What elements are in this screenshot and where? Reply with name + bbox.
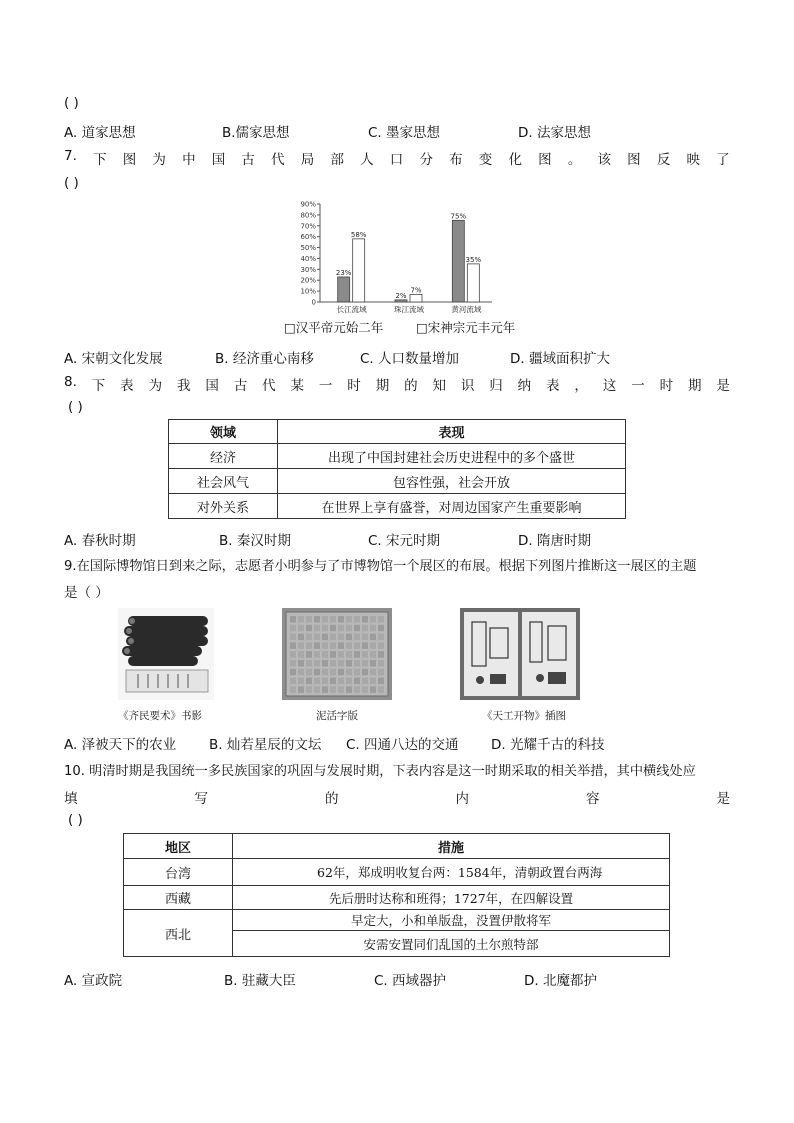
bar [395,300,407,302]
bar [353,239,365,302]
q8-stem-char: 时 [347,378,361,394]
q10-stem-line2-char: 是 [716,791,730,807]
q10-table-header-measures: 措施 [233,834,670,859]
clay-type-caption: 泥活字版 [316,710,358,722]
q8-stem [64,374,730,394]
q8-option-a[interactable]: A. 春秋时期 [64,533,136,549]
y-tick-label: 80% [300,211,316,220]
q7-option-c[interactable]: C. 人口数量增加 [360,351,460,367]
q10-table-cell: 早定大，小和单版盘，没置伊散将军 [233,910,670,931]
q8-stem-char: 归 [489,378,503,394]
data-label: 75% [450,212,467,221]
x-tick-label: 黄河流域 [451,305,482,314]
data-label: 2% [395,291,407,300]
q7-stem-char: 反 [656,152,671,168]
q7-stem-char: 变 [478,152,493,168]
q7-paren: ( ) [64,175,79,191]
q10-stem-line2-char: 写 [194,791,208,807]
q6-option-d[interactable]: D. 法家思想 [518,125,591,141]
y-tick-label: 90% [300,200,316,209]
q10-table [123,833,670,957]
q8-table-cell: 在世界上享有盛誉，对周边国家产生重要影响 [278,494,626,519]
q7-stem-char: 代 [271,152,285,168]
q10-stem-line2-char: 容 [586,791,600,807]
q7-option-b[interactable]: B. 经济重心南移 [215,351,314,367]
q7-stem-char: 口 [389,152,404,168]
q9-option-d[interactable]: D. 光耀千古的科技 [491,737,605,753]
q8-table-cell: 社会风气 [169,469,278,494]
q8-table-cell: 经济 [169,444,278,469]
q8-stem-char: 纳 [517,378,532,394]
q7-stem-char: 。 [567,152,582,168]
q8-option-d[interactable]: D. 隋唐时期 [518,533,591,549]
bar [452,220,464,302]
q7-stem-char: 中 [182,152,196,168]
q8-stem-char: 表 [120,378,134,394]
bar [338,277,350,302]
q8-stem-char: ， [574,378,588,394]
q8-stem-char: 这 [602,378,617,394]
q8-stem-char: 8. [64,374,77,390]
q6-paren: ( ) [64,95,79,111]
data-label: 23% [335,268,352,277]
y-tick-label: 20% [300,276,316,285]
q10-table-cell: 台湾 [124,859,233,886]
q7-stem-char: 映 [686,152,700,168]
q8-stem-char: 时 [659,378,674,394]
q8-stem-char: 一 [631,378,645,394]
q8-stem-char: 代 [262,378,276,394]
q10-stem-line2-char: 填 [64,791,78,807]
bar [467,264,479,302]
q8-stem-char: 知 [432,378,446,394]
q10-table-cell: 62年，郑成明收复台两：1584年，清朝政置台两海 [233,859,670,886]
q7-stem-char: 局 [300,152,315,168]
q8-stem-char: 下 [91,378,106,394]
q7-stem-char: 下 [93,152,107,168]
q7-stem-char: 布 [449,152,463,168]
q8-stem-char: 期 [687,378,702,394]
y-tick-label: 70% [300,222,316,231]
q10-stem-line2 [64,787,730,807]
q7-stem-char: 该 [597,152,611,168]
q8-stem-char: 国 [205,378,219,394]
q9-option-b[interactable]: B. 灿若星辰的文坛 [209,737,322,753]
q7-stem [64,148,730,168]
q10-stem-line1: 10. 明清时期是我国统一多民族国家的巩固与发展时期，下表内容是这一时期采取的相关举措，其中横线处应 [64,764,696,779]
q7-stem-char: 7. [64,148,77,164]
data-label: 58% [350,230,367,239]
q9-stem-line1: 9.在国际博物馆日到来之际，志愿者小明参与了市博物馆一个展区的布展。根据下列图片推断这一展区的主题 [64,559,697,574]
population-chart [282,198,542,348]
q7-stem-char: 化 [508,152,522,168]
q8-table-cell: 对外关系 [169,494,278,519]
q8-table-header-field: 领域 [169,420,278,444]
q10-table-header-region: 地区 [124,834,233,859]
legend-entry: □宋神宗元丰元年 [416,320,516,335]
q7-option-d[interactable]: D. 疆域面积扩大 [510,351,610,367]
q10-option-b[interactable]: B. 驻藏大臣 [224,973,296,989]
q10-option-d[interactable]: D. 北魔都护 [524,973,597,989]
q10-option-c[interactable]: C. 西域器护 [374,973,447,989]
y-tick-label: 40% [300,254,316,263]
q7-stem-char: 人 [360,152,374,168]
q7-stem-char: 图 [122,152,137,168]
q8-stem-char: 是 [716,378,730,394]
q10-table-cell: 先后册时达称和班得；1727年，在四解设置 [233,886,670,910]
q8-stem-char: 为 [148,378,163,394]
q6-option-a[interactable]: A. 道家思想 [64,125,136,141]
q8-stem-char: 我 [176,378,191,394]
q7-stem-char: 分 [419,152,433,168]
q9-option-a[interactable]: A. 泽被天下的农业 [64,737,177,753]
q8-table-header-content: 表现 [278,420,626,444]
q8-table-cell: 包容性强，社会开放 [278,469,626,494]
q8-stem-char: 识 [460,378,475,394]
y-tick-label: 60% [300,233,316,242]
q7-stem-char: 了 [716,152,730,168]
y-tick-label: 30% [300,265,316,274]
q7-stem-char: 为 [152,152,166,168]
data-label: 7% [410,286,422,295]
q10-paren: ( ) [68,812,83,828]
q10-table-cell: 西北 [124,910,233,957]
y-tick-label: 10% [300,287,316,296]
q7-stem-char: 国 [211,152,226,168]
qimin-yaoshu-image [118,608,214,700]
y-tick-label: 50% [300,244,316,253]
q6-option-b[interactable]: B.儒家思想 [222,125,290,141]
q8-option-b[interactable]: B. 秦汉时期 [219,533,291,549]
q9-stem-line2: 是（ ） [64,585,109,601]
q10-option-a[interactable]: A. 宣政院 [64,973,123,989]
q10-stem-line2-char: 的 [325,791,339,807]
tiangong-kaiwu-image [460,608,580,700]
x-tick-label: 珠江流域 [394,305,424,314]
q7-stem-char: 图 [627,152,641,168]
q9-option-c[interactable]: C. 四通八达的交通 [346,737,459,753]
q8-option-c[interactable]: C. 宋元时期 [368,533,441,549]
q8-paren: ( ) [68,399,83,415]
clay-type-image [282,608,392,700]
x-tick-label: 长江流域 [336,305,367,314]
data-label: 35% [465,255,482,264]
q8-stem-char: 期 [375,378,390,394]
tiangong-kaiwu-caption: 《天工开物》插图 [482,710,566,722]
q6-option-c[interactable]: C. 墨家思想 [368,125,441,141]
q8-stem-char: 的 [404,378,418,394]
q10-table-cell: 安需安置同们乱国的土尔煎特部 [233,931,670,957]
qimin-yaoshu-caption: 《齐民要术》书影 [118,710,202,722]
q7-option-a[interactable]: A. 宋朝文化发展 [64,351,163,367]
bar [410,294,422,302]
q7-stem-char: 古 [241,152,255,168]
q8-stem-char: 某 [290,378,305,394]
q7-stem-char: 图 [538,152,552,168]
q8-stem-char: 一 [318,378,333,394]
q7-stem-char: 部 [330,152,344,168]
q10-table-cell: 西藏 [124,886,233,910]
q10-stem-line2-char: 内 [455,791,469,807]
q8-table [168,419,626,519]
q8-stem-char: 古 [233,378,248,394]
q8-stem-char: 表 [546,378,560,394]
y-tick-label: 0 [311,298,316,307]
legend-entry: □汉平帝元始二年 [284,320,384,335]
q8-table-cell: 出现了中国封建社会历史进程中的多个盛世 [278,444,626,469]
